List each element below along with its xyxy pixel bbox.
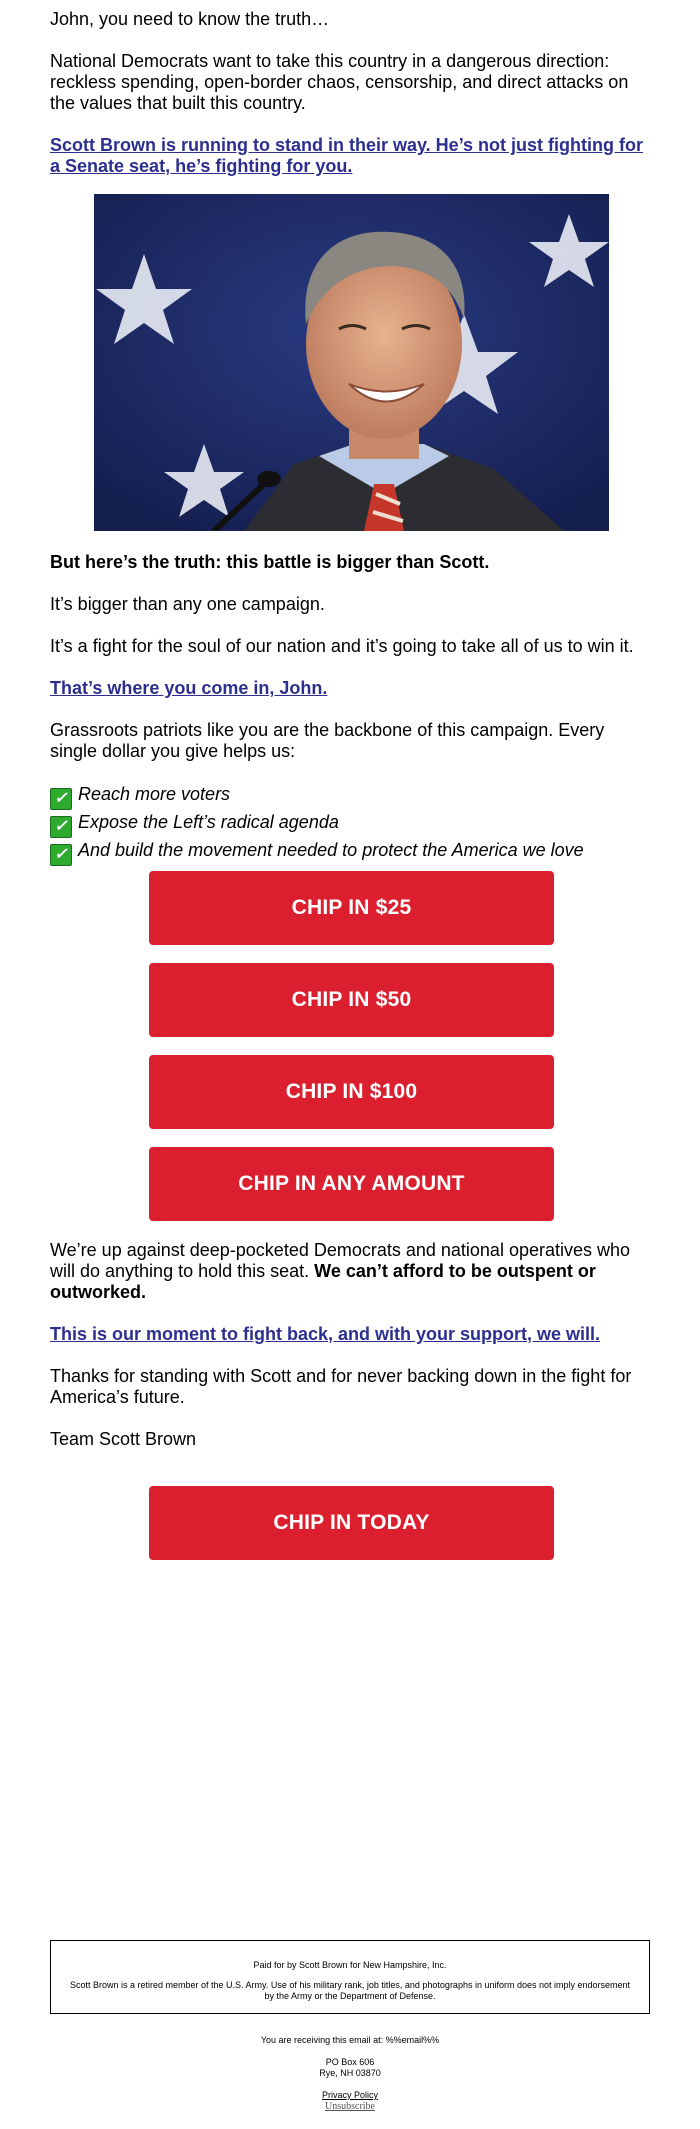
truth-heading: But here’s the truth: this battle is bigger than Scott. [50, 552, 490, 572]
where-you-come-in-link[interactable]: That’s where you come in, John. [50, 678, 328, 698]
military-disclaimer: Scott Brown is a retired member of the U.S. Army. Use of his military rank, job titles, and photographs in uniform does not imply endorsement by the Army or the Department of Defense. [69, 1980, 631, 2001]
grassroots-paragraph: Grassroots patriots like you are the backbone of this campaign. Every single dollar you give helps us: [50, 720, 605, 761]
check-icon: ✓ [50, 816, 72, 838]
privacy-policy-link[interactable]: Privacy Policy [321, 2090, 378, 2100]
scott-brown-photo [94, 194, 609, 531]
chip-in-100-button[interactable]: CHIP IN $100 [149, 1055, 554, 1129]
portrait-illustration [94, 194, 609, 531]
chip-in-25-button[interactable]: CHIP IN $25 [149, 871, 554, 945]
receiving-email-text: You are receiving this email at: %%email%% [260, 2035, 440, 2045]
thanks-paragraph: Thanks for standing with Scott and for never backing down in the fight for America’s future. [50, 1366, 632, 1407]
po-box: PO Box 606 [325, 2057, 375, 2067]
check-icon: ✓ [50, 844, 72, 866]
list-item: ✓ Reach more voters [50, 782, 584, 810]
chip-in-today-button[interactable]: CHIP IN TODAY [149, 1486, 554, 1560]
list-item: ✓ And build the movement needed to protect the America we love [50, 838, 584, 866]
signature: Team Scott Brown [50, 1429, 197, 1449]
fight-back-link[interactable]: This is our moment to fight back, and with your support, we will. [50, 1324, 601, 1344]
closing-paragraph: We’re up against deep-pocketed Democrats and national operatives who will do anything to hold this seat. We can’t afford to be outspent or outworked. [50, 1240, 631, 1302]
chip-in-50-button[interactable]: CHIP IN $50 [149, 963, 554, 1037]
privacy-policy-link-wrap [0, 2090, 700, 2101]
paragraph-fight: It’s a fight for the soul of our nation and it’s going to take all of us to win it. [50, 636, 634, 656]
intro-paragraph: National Democrats want to take this country in a dangerous direction: reckless spending, open-border chaos, censorship, and direct attacks on the values that built this country. [50, 51, 629, 113]
city-address: Rye, NH 03870 [319, 2068, 381, 2078]
unsubscribe-link[interactable]: Unsubscribe [325, 2101, 375, 2112]
check-icon: ✓ [50, 788, 72, 810]
disclaimer-box [50, 1940, 650, 2014]
paragraph-bigger: It’s bigger than any one campaign. [50, 594, 325, 614]
benefits-list [50, 782, 584, 866]
paid-for-text: Paid for by Scott Brown for New Hampshire, Inc. [253, 1960, 447, 1970]
greeting: John, you need to know the truth… [50, 9, 330, 29]
list-item: ✓ Expose the Left’s radical agenda [50, 810, 584, 838]
chip-in-any-amount-button[interactable]: CHIP IN ANY AMOUNT [149, 1147, 554, 1221]
scott-brown-link[interactable]: Scott Brown is running to stand in their way. He’s not just fighting for a Senate seat, he’s fighting for you. [50, 135, 643, 176]
unsubscribe-link-wrap [0, 2101, 700, 2112]
